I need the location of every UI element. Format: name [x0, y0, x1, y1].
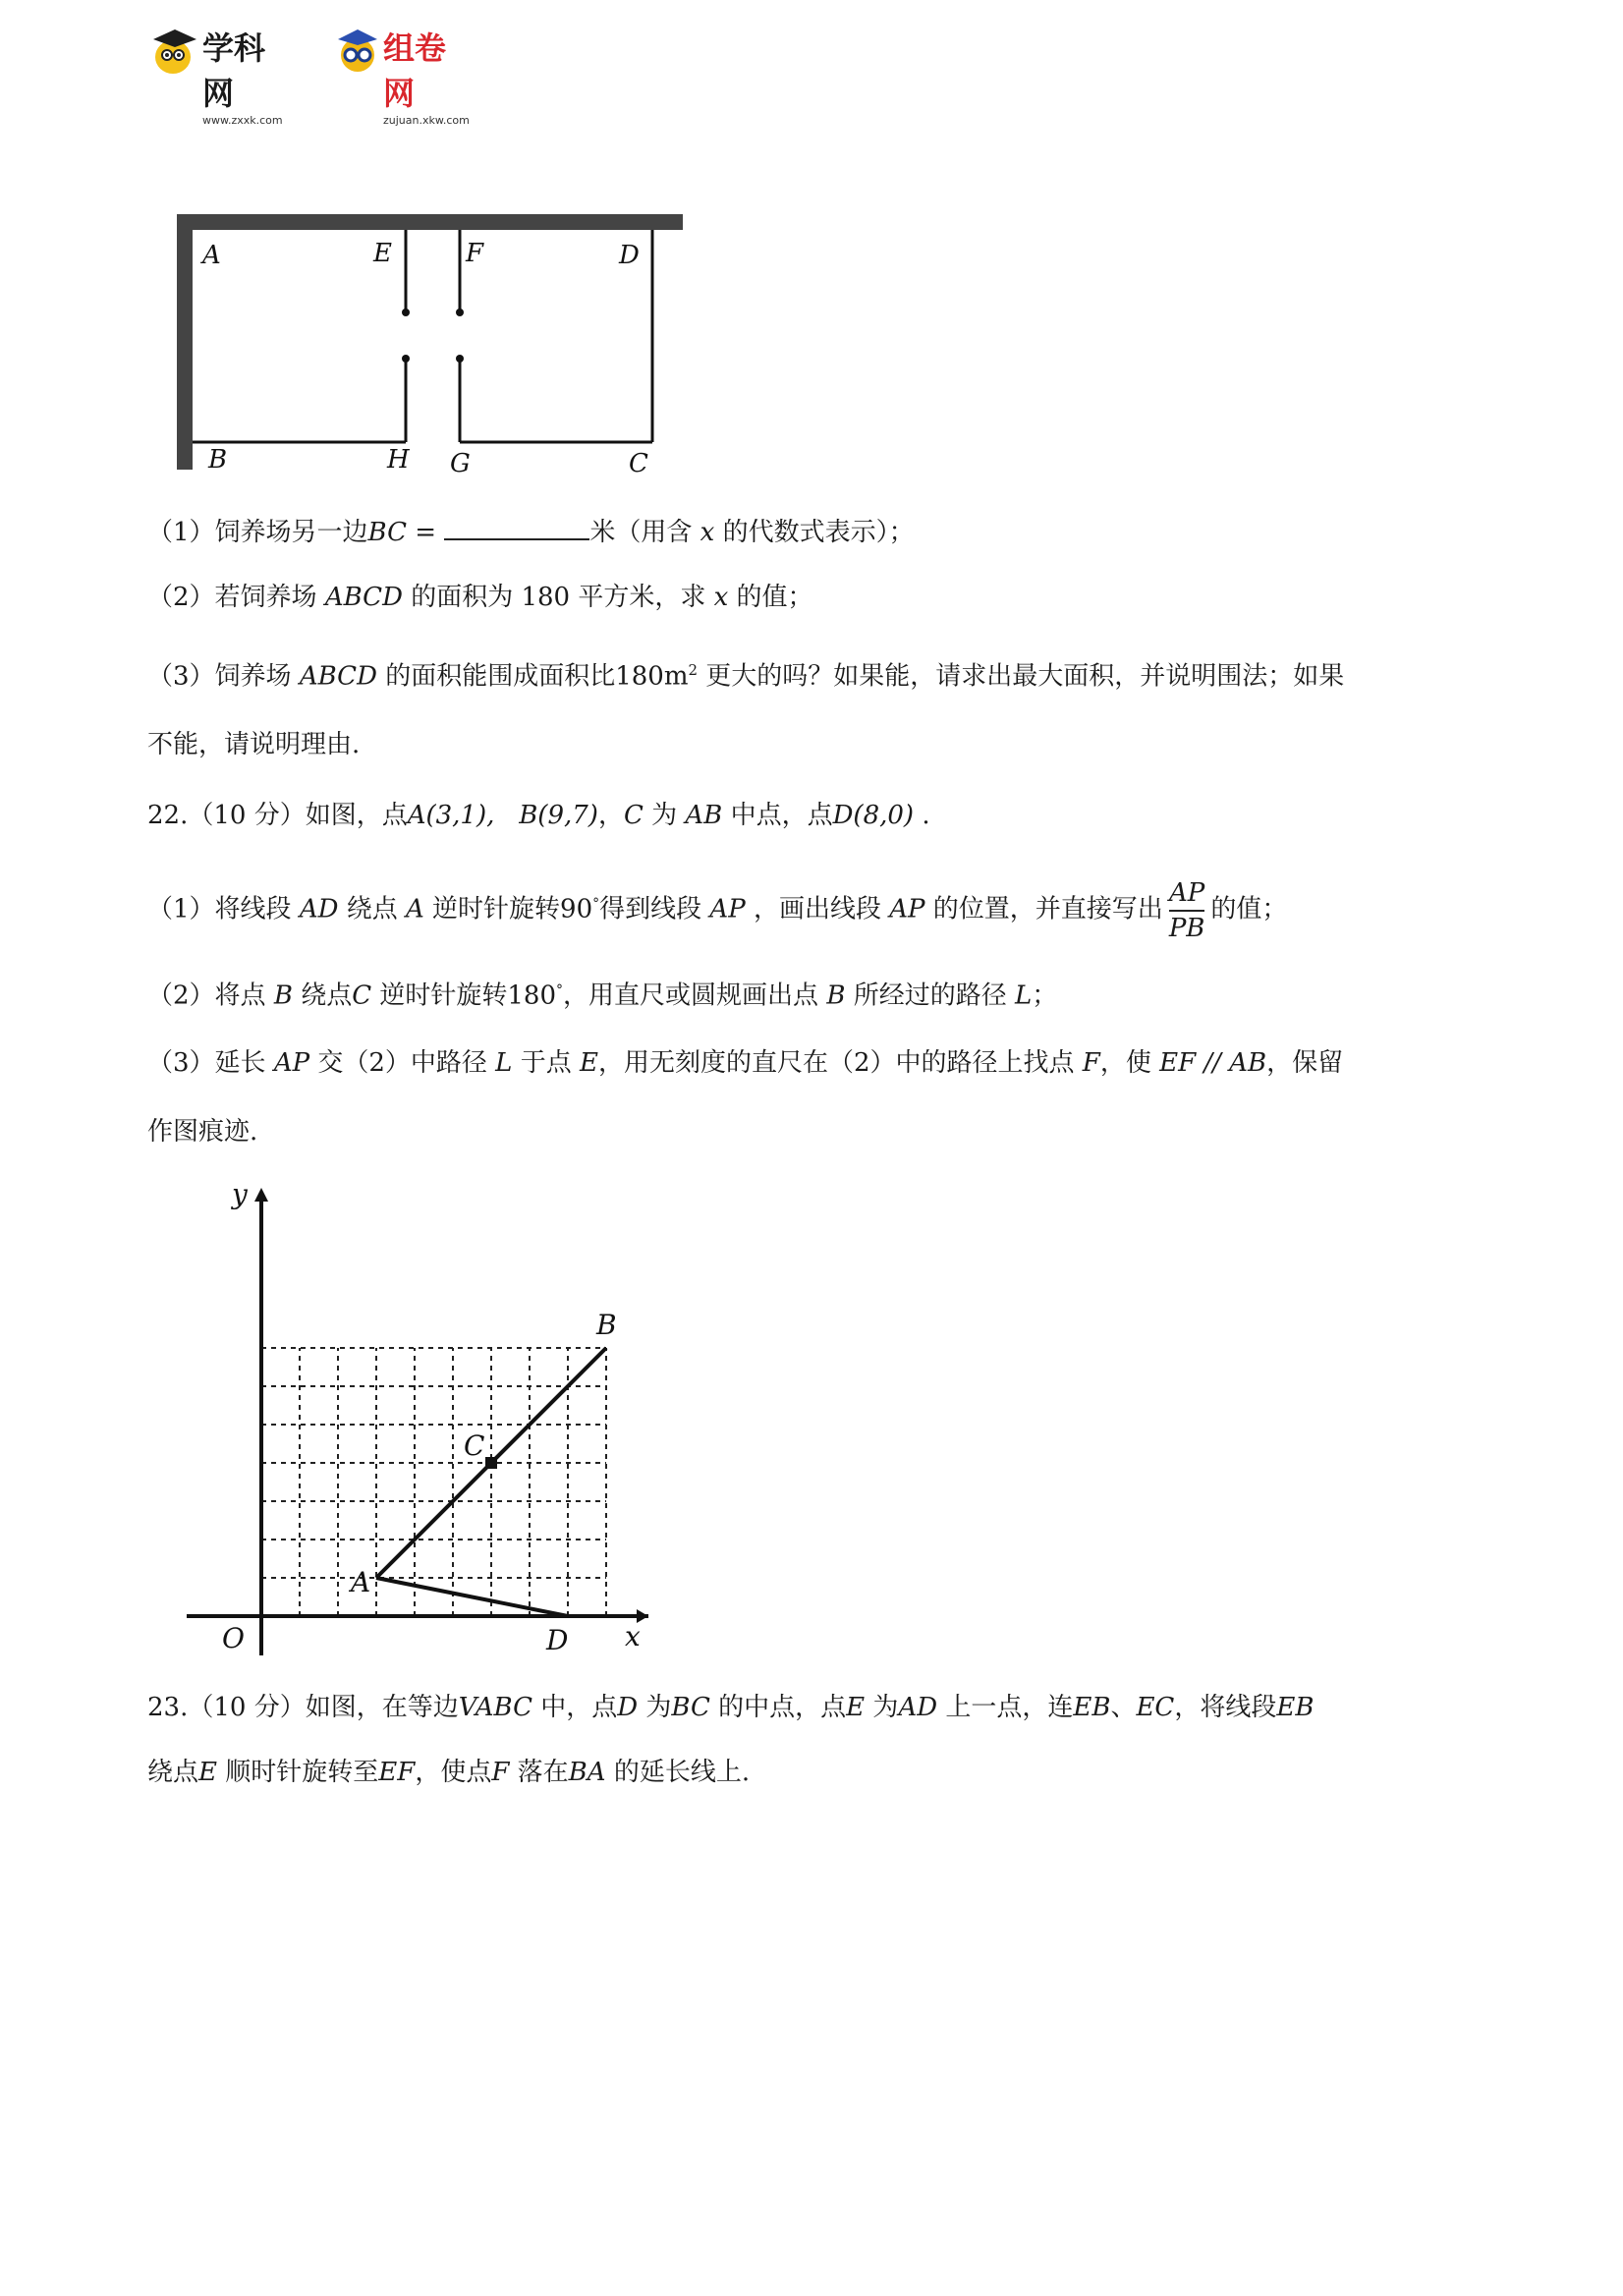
- math: AD: [299, 894, 339, 924]
- text: 为: [645, 1693, 672, 1722]
- logo2-url: zujuan.xkw.com: [383, 114, 470, 127]
- math: AP: [273, 1048, 310, 1078]
- text: 的值；: [736, 583, 813, 612]
- label-G: G: [450, 449, 471, 478]
- text: ，画出线段: [753, 894, 881, 924]
- text: （3）延长: [147, 1048, 266, 1078]
- point-marker-C: [485, 1457, 497, 1469]
- text: 的值；: [1210, 894, 1288, 924]
- q22-coordinate-figure: [167, 1174, 658, 1665]
- text: ，保留: [1266, 1048, 1344, 1078]
- text: ，用直尺或圆规画出点: [563, 980, 819, 1011]
- text: 交（2）中路径: [317, 1048, 487, 1078]
- text: .: [922, 801, 930, 830]
- text: 绕点: [301, 980, 353, 1011]
- math-var: ABCD: [299, 661, 377, 692]
- axis-label-y: y: [232, 1178, 248, 1210]
- math: L: [495, 1048, 513, 1078]
- math: BC: [671, 1693, 710, 1722]
- q22-intro: [147, 798, 930, 833]
- math: A(3,1),: [407, 801, 495, 830]
- text: 逆时针旋转: [432, 894, 561, 924]
- math-var: ABCD: [324, 583, 403, 612]
- fraction-numerator: AP: [1169, 876, 1205, 912]
- math: F: [1082, 1048, 1100, 1078]
- text: 为: [651, 801, 678, 830]
- math: C: [623, 801, 644, 830]
- math: B: [826, 980, 846, 1011]
- degree: °: [592, 896, 600, 912]
- mascot-icon: [147, 26, 202, 77]
- label-A: A: [202, 241, 221, 270]
- q21-part1: [147, 513, 915, 550]
- q22-part1: [147, 865, 1287, 943]
- math: EF // AB: [1159, 1048, 1267, 1078]
- math: B(9,7): [519, 801, 598, 830]
- point-label-A: A: [351, 1566, 371, 1598]
- q21-part3-cont: [147, 727, 360, 762]
- logo2-name: 组卷网: [383, 29, 447, 112]
- text: 于点: [520, 1048, 572, 1078]
- gap-dot: [456, 355, 464, 363]
- text: 为: [872, 1693, 899, 1722]
- text: （1）饲养场另一边: [147, 518, 368, 547]
- math: D(8,0): [832, 801, 915, 830]
- math: D: [617, 1693, 639, 1722]
- math: B: [273, 980, 293, 1011]
- math: AD: [898, 1693, 938, 1722]
- math-num: 90: [560, 894, 593, 924]
- wall-left: [177, 214, 193, 470]
- logo1-name: 学科网: [202, 29, 266, 112]
- gap-dot: [402, 308, 410, 316]
- gap-dot: [456, 308, 464, 316]
- fraction-denominator: PB: [1168, 913, 1205, 943]
- text: （2）将点: [147, 980, 266, 1011]
- math-var: BC: [367, 518, 408, 547]
- answer-blank[interactable]: [444, 513, 589, 540]
- text: ，将线段: [1174, 1693, 1277, 1722]
- text: （1）将线段: [147, 894, 292, 924]
- math-var: x: [700, 518, 715, 547]
- point-label-B: B: [596, 1309, 617, 1341]
- grid-layer: [261, 1348, 606, 1616]
- degree: °: [556, 982, 564, 998]
- math: F: [491, 1758, 510, 1787]
- q22-part3-cont: [147, 1114, 257, 1149]
- segment-AD: [376, 1578, 568, 1616]
- text: 所经过的路径: [853, 980, 1007, 1011]
- math: C: [352, 980, 372, 1011]
- text: ，使: [1099, 1048, 1151, 1078]
- math: EF: [378, 1758, 416, 1787]
- label-D: D: [619, 241, 640, 270]
- text: 的面积能围成面积比: [385, 661, 616, 692]
- point-label-C: C: [464, 1429, 485, 1462]
- label-B: B: [208, 445, 228, 475]
- text: （3）饲养场: [147, 661, 292, 692]
- text: 落在: [517, 1758, 569, 1787]
- math: EB: [1276, 1693, 1315, 1722]
- label-F: F: [466, 239, 484, 268]
- math: AP: [709, 894, 746, 924]
- math: L: [1014, 980, 1033, 1011]
- q23-line1: [147, 1690, 1314, 1725]
- text: 米（用含: [589, 518, 693, 547]
- math: AB: [685, 801, 723, 830]
- label-H: H: [387, 445, 410, 475]
- logo1-url: www.zxxk.com: [202, 114, 283, 127]
- text: 的位置，并直接写出: [932, 894, 1163, 924]
- text: 的代数式表示）；: [722, 518, 915, 547]
- math: E: [579, 1048, 598, 1078]
- text: （2）若饲养场: [147, 583, 317, 612]
- text: 作图痕迹.: [147, 1117, 258, 1147]
- text: 的中点，点: [718, 1693, 847, 1722]
- text: 逆时针旋转: [379, 980, 508, 1011]
- label-C: C: [629, 449, 648, 478]
- q22-part2: [147, 973, 1057, 1014]
- q23-line2: [147, 1755, 750, 1790]
- text: ，使点: [415, 1758, 492, 1787]
- text: 中点，点: [730, 801, 833, 830]
- math-num: 180: [507, 980, 557, 1011]
- text: 绕点: [346, 894, 398, 924]
- math: VABC: [458, 1693, 532, 1722]
- text: =: [407, 518, 445, 547]
- wall-top: [177, 214, 683, 230]
- math: E: [198, 1758, 217, 1787]
- text: ，: [597, 801, 624, 830]
- text: ；: [1032, 980, 1058, 1011]
- gap-dot: [402, 355, 410, 363]
- axis-label-x: x: [625, 1620, 641, 1652]
- text: 不能，请说明理由.: [147, 730, 361, 759]
- math-num: 180m: [615, 661, 689, 692]
- origin-label: O: [222, 1622, 245, 1654]
- point-label-D: D: [546, 1624, 569, 1656]
- fraction-AP-PB: [1169, 876, 1205, 945]
- text: 更大的吗？如果能，请求出最大面积，并说明围法；如果: [705, 661, 1345, 692]
- text: 绕点: [147, 1758, 199, 1787]
- math: BA: [568, 1758, 606, 1787]
- text: 23.（10 分）如图，在等边: [147, 1693, 459, 1722]
- q22-part3: [147, 1045, 1343, 1081]
- text: 中，点: [540, 1693, 618, 1722]
- q21-pen-figure: [167, 206, 698, 491]
- q21-part2: [147, 580, 813, 615]
- text: 得到线段: [599, 894, 702, 924]
- y-axis-arrow: [254, 1188, 268, 1202]
- text: 、: [1110, 1693, 1137, 1722]
- math: AP: [889, 894, 925, 924]
- math-var: x: [713, 583, 729, 612]
- text: 顺时针旋转至: [225, 1758, 379, 1787]
- math: EC: [1136, 1693, 1175, 1722]
- q21-part3: [147, 652, 1344, 695]
- text: ，用无刻度的直尺在（2）中的路径上找点: [597, 1048, 1075, 1078]
- mascot-glasses-icon: [334, 26, 381, 77]
- text: 的面积为 180 平方米，求: [411, 583, 706, 612]
- superscript: 2: [688, 661, 699, 679]
- math: A: [405, 894, 424, 924]
- text: 的延长线上.: [613, 1758, 751, 1787]
- text: 22.（10 分）如图，点: [147, 801, 408, 830]
- header: [147, 22, 560, 127]
- point-layer: [348, 1309, 617, 1656]
- text: 上一点，连: [945, 1693, 1074, 1722]
- math: E: [846, 1693, 866, 1722]
- label-E: E: [373, 239, 392, 268]
- math: EB: [1073, 1693, 1111, 1722]
